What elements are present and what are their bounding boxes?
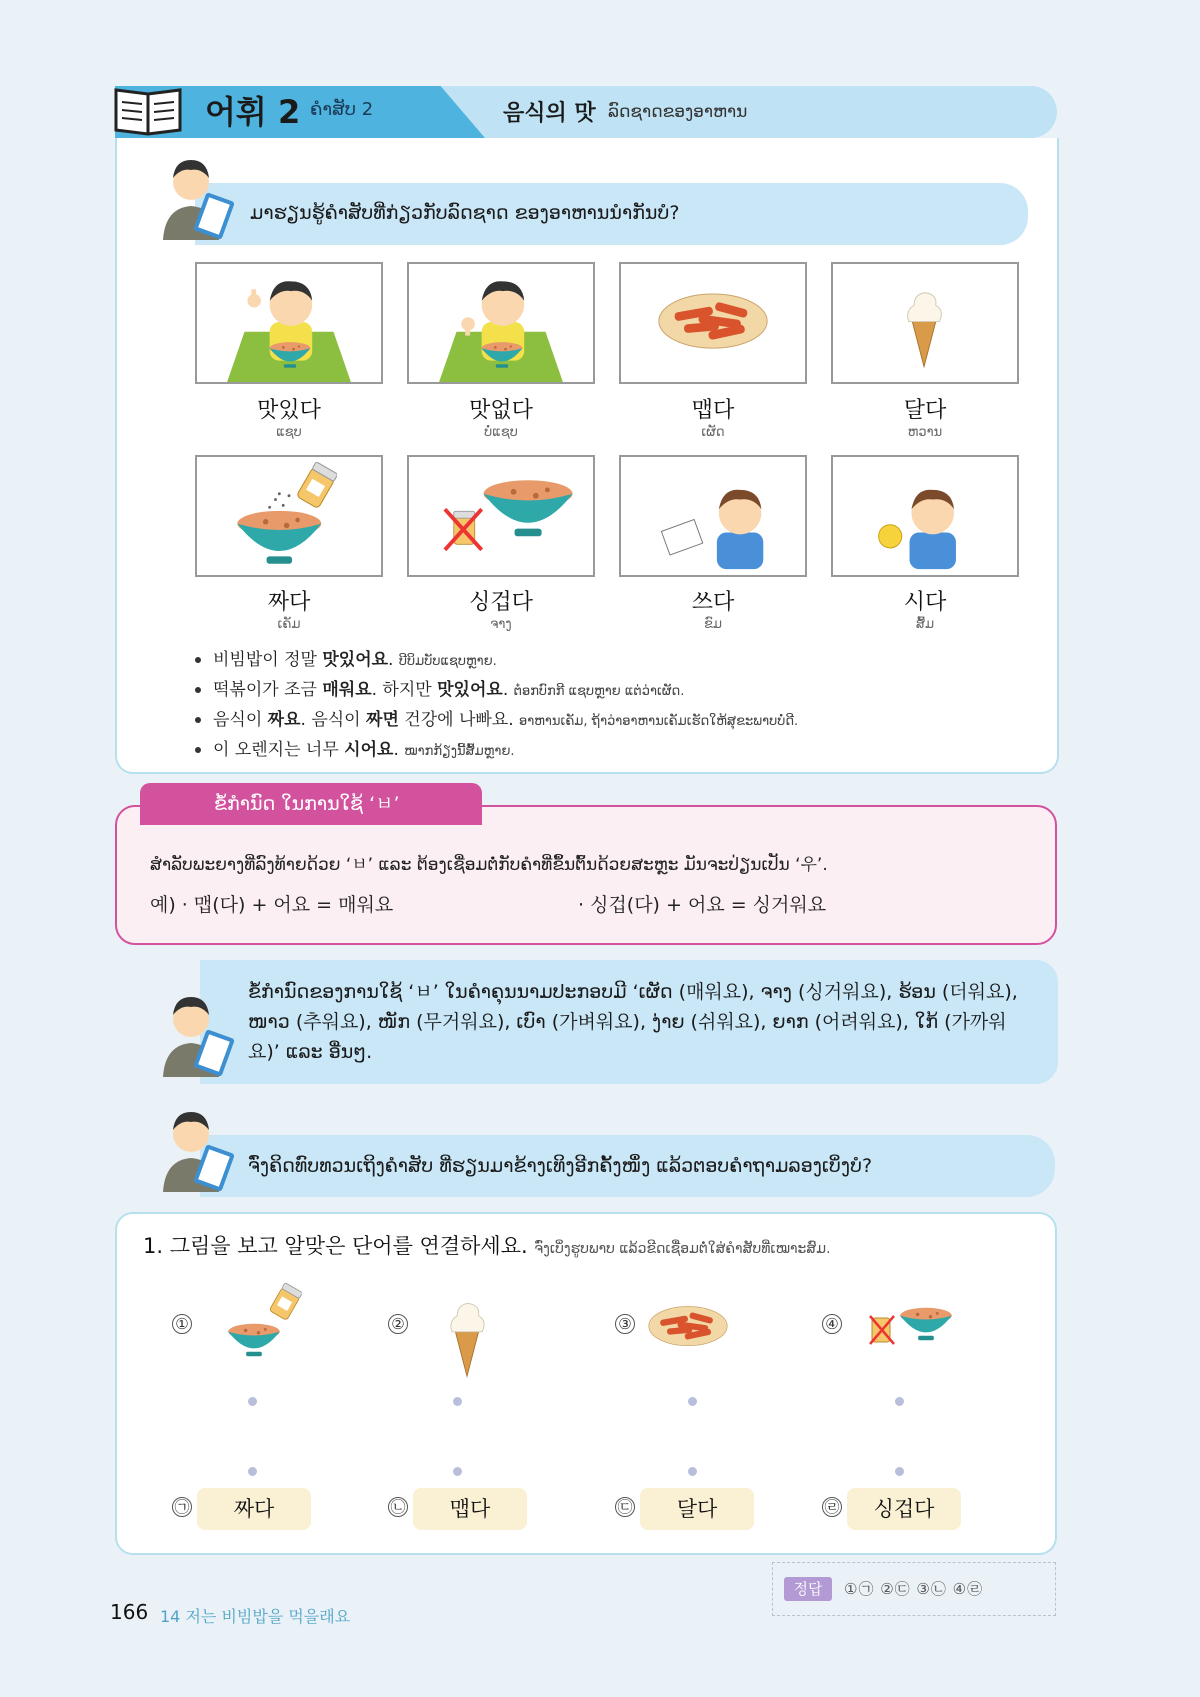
vocab-word: 시다 <box>903 590 947 615</box>
connector-dot-top[interactable] <box>895 1397 904 1406</box>
bullet-icon <box>195 717 201 723</box>
vocab-card-tasty <box>195 262 383 384</box>
connector-dot-bottom[interactable] <box>248 1467 257 1476</box>
answer-mark: ㉢ <box>615 1497 635 1517</box>
vocab-card-bland <box>407 455 595 577</box>
connector-dot-bottom[interactable] <box>688 1467 697 1476</box>
example-sentence: 이 오렌지는 너무 시어요. ໝາກກ້ຽງນີ້ສົ້ມຫຼາຍ. <box>195 735 515 760</box>
connector-dot-top[interactable] <box>453 1397 462 1406</box>
rule-tab: ຂໍ້ກຳນົດ ໃນການໃຊ້ ‘ㅂ’ <box>140 783 482 825</box>
vocab-word: 맵다 <box>691 398 735 423</box>
answer-word-box[interactable]: 달다 <box>640 1488 754 1530</box>
tteokbokki-icon <box>646 1298 730 1350</box>
section-subtitle-lao: ຄຳສັບ 2 <box>310 99 374 120</box>
no-salt-bowl-icon <box>409 457 593 575</box>
teacher-icon <box>145 148 237 240</box>
answer-word-box[interactable]: 짜다 <box>197 1488 311 1530</box>
bullet-icon <box>195 687 201 693</box>
answer-mark: ㉠ <box>172 1497 192 1517</box>
open-book-icon <box>112 82 184 136</box>
vocab-card-bitter <box>619 455 807 577</box>
example-sentence: 음식이 짜요. 음식이 짜면 건강에 나빠요. ອາຫານເຄັມ, ຖ້າວ່າອາຫານເຄັມເຮັດໃຫ້ສຸຂະພາບບໍ່ດີ. <box>195 705 798 730</box>
salt-bowl-icon <box>197 457 381 575</box>
vocab-card-not-tasty <box>407 262 595 384</box>
connector-dot-top[interactable] <box>688 1397 697 1406</box>
topic-title-lao: ລົດຊາດຂອງອາຫານ <box>608 102 748 122</box>
vocab-card-sweet <box>831 262 1019 384</box>
tteokbokki-icon <box>621 264 805 382</box>
picture-number: ① <box>172 1314 192 1334</box>
bullet-icon <box>195 657 201 663</box>
section-title: 어휘 2 <box>205 93 301 131</box>
answer-mark: ㉣ <box>822 1497 842 1517</box>
sour-lemon-man-icon <box>833 457 1017 575</box>
intro-question: ມາຮຽນຮູ້ຄຳສັບທີ່ກ່ຽວກັບລົດຊາດ ຂອງອາຫານນຳກັນບໍ? <box>250 202 680 224</box>
bullet-icon <box>195 747 201 753</box>
teacher-icon <box>145 985 237 1077</box>
info-line-3: 요)’ ແລະ ອື່ນໆ. <box>248 1041 373 1063</box>
picture-number: ③ <box>615 1314 635 1334</box>
vocab-card-sour <box>831 455 1019 577</box>
answer-mark: ㉡ <box>388 1497 408 1517</box>
vocab-word-lao: ຈາງ <box>490 617 512 632</box>
teacher-icon <box>145 1100 237 1192</box>
ice-cream-icon <box>442 1298 492 1378</box>
vocab-word: 달다 <box>903 398 947 423</box>
info-line-1: ຂໍ້ກຳນົດຂອງການໃຊ້ ‘ㅂ’ ໃນຄຳຄຸນນາມປະກອບມີ ‘ເຜັດ (매워요), ຈາງ (싱거워요), ຮ້ອນ (더워요), <box>248 981 1018 1003</box>
happy-boy-eating-icon <box>197 264 381 382</box>
rule-panel <box>115 805 1057 945</box>
connector-dot-top[interactable] <box>248 1397 257 1406</box>
vocab-word: 짜다 <box>267 590 311 615</box>
no-salt-bowl-icon <box>868 1304 954 1350</box>
answer-word-box[interactable]: 맵다 <box>413 1488 527 1530</box>
connector-dot-bottom[interactable] <box>895 1467 904 1476</box>
connector-dot-bottom[interactable] <box>453 1467 462 1476</box>
answer-key-label: 정답 <box>784 1577 832 1601</box>
picture-number: ④ <box>822 1314 842 1334</box>
vocab-word-lao: ສົ້ມ <box>915 617 935 632</box>
vocab-word-lao: ບໍ່ແຊບ <box>484 425 518 440</box>
chapter-title: 14 저는 비빔밥을 먹을래요 <box>160 1607 351 1626</box>
rule-text: ສຳລັບພະຍາງທີ່ລົງທ້າຍດ້ວຍ ‘ㅂ’ ແລະ ຕ້ອງເຊື່ອມຕໍ່ກັບຄຳທີ່ຂຶ້ນຕົ້ນດ້ວຍສະຫຼະ ມັນຈະປ່ຽນເປັນ ‘우’. <box>150 855 828 875</box>
vocab-card-salty <box>195 455 383 577</box>
vocab-card-spicy <box>619 262 807 384</box>
vocab-word: 맛없다 <box>469 398 533 423</box>
vocab-word: 싱겁다 <box>469 590 533 615</box>
vocab-word-lao: ແຊບ <box>276 425 302 440</box>
vocab-word: 맛있다 <box>257 398 321 423</box>
example-sentence: 떡볶이가 조금 매워요. 하지만 맛있어요. ຕ໋ອກບົກກີ ແຊບຫຼາຍ ແຕ່ວ່າເຜັດ. <box>195 675 684 700</box>
vocab-word-lao: ຂົມ <box>703 617 722 632</box>
bitter-medicine-boy-icon <box>621 457 805 575</box>
info-line-2: ໜາວ (추워요), ໜັກ (무거워요), ເບົາ (가벼워요), ງ່າຍ (쉬워요), ຍາກ (어려워요), ໃກ້ (가까워 <box>248 1011 1007 1033</box>
review-prompt: ຈົ່ງຄິດທົບທວນເຖິງຄຳສັບ ທີ່ຮຽນມາຂ້າງເທິງອີກຄັ້ງໜຶ່ງ ແລ້ວຕອບຄຳຖາມລອງເບິ່ງບໍ? <box>248 1155 873 1177</box>
answer-word-box[interactable]: 싱겁다 <box>847 1488 961 1530</box>
page-number: 166 <box>110 1600 149 1624</box>
vocab-word-lao: ເຄັມ <box>277 617 301 632</box>
sad-boy-eating-icon <box>409 264 593 382</box>
vocab-word: 쓰다 <box>691 590 735 615</box>
topic-title: 음식의 맛 <box>503 101 596 126</box>
example-sentence: 비빔밥이 정말 맛있어요. ບີບິມບັບແຊບຫຼາຍ. <box>195 645 497 670</box>
rule-example-2: · 싱겁(다) + 어요 = 싱거워요 <box>578 894 827 916</box>
vocab-word-lao: ເຜັດ <box>701 425 725 440</box>
answer-key-items: ①㉠ ②㉢ ③㉡ ④㉣ <box>844 1580 984 1598</box>
ice-cream-icon <box>833 264 1017 382</box>
exercise-title: 1. 그림을 보고 알맞은 단어를 연결하세요. ຈົ່ງເບິ່ງຮູບພາບ ແລ້ວຂີດເຊື່ອມຕໍ່ໃສ່ຄຳສັບທີ່ເໝາະສົມ. <box>143 1234 831 1258</box>
salt-bowl-icon <box>222 1282 310 1376</box>
picture-number: ② <box>388 1314 408 1334</box>
vocab-word-lao: ຫວານ <box>907 425 943 440</box>
rule-example-1: 예) · 맵(다) + 어요 = 매워요 <box>150 894 394 916</box>
